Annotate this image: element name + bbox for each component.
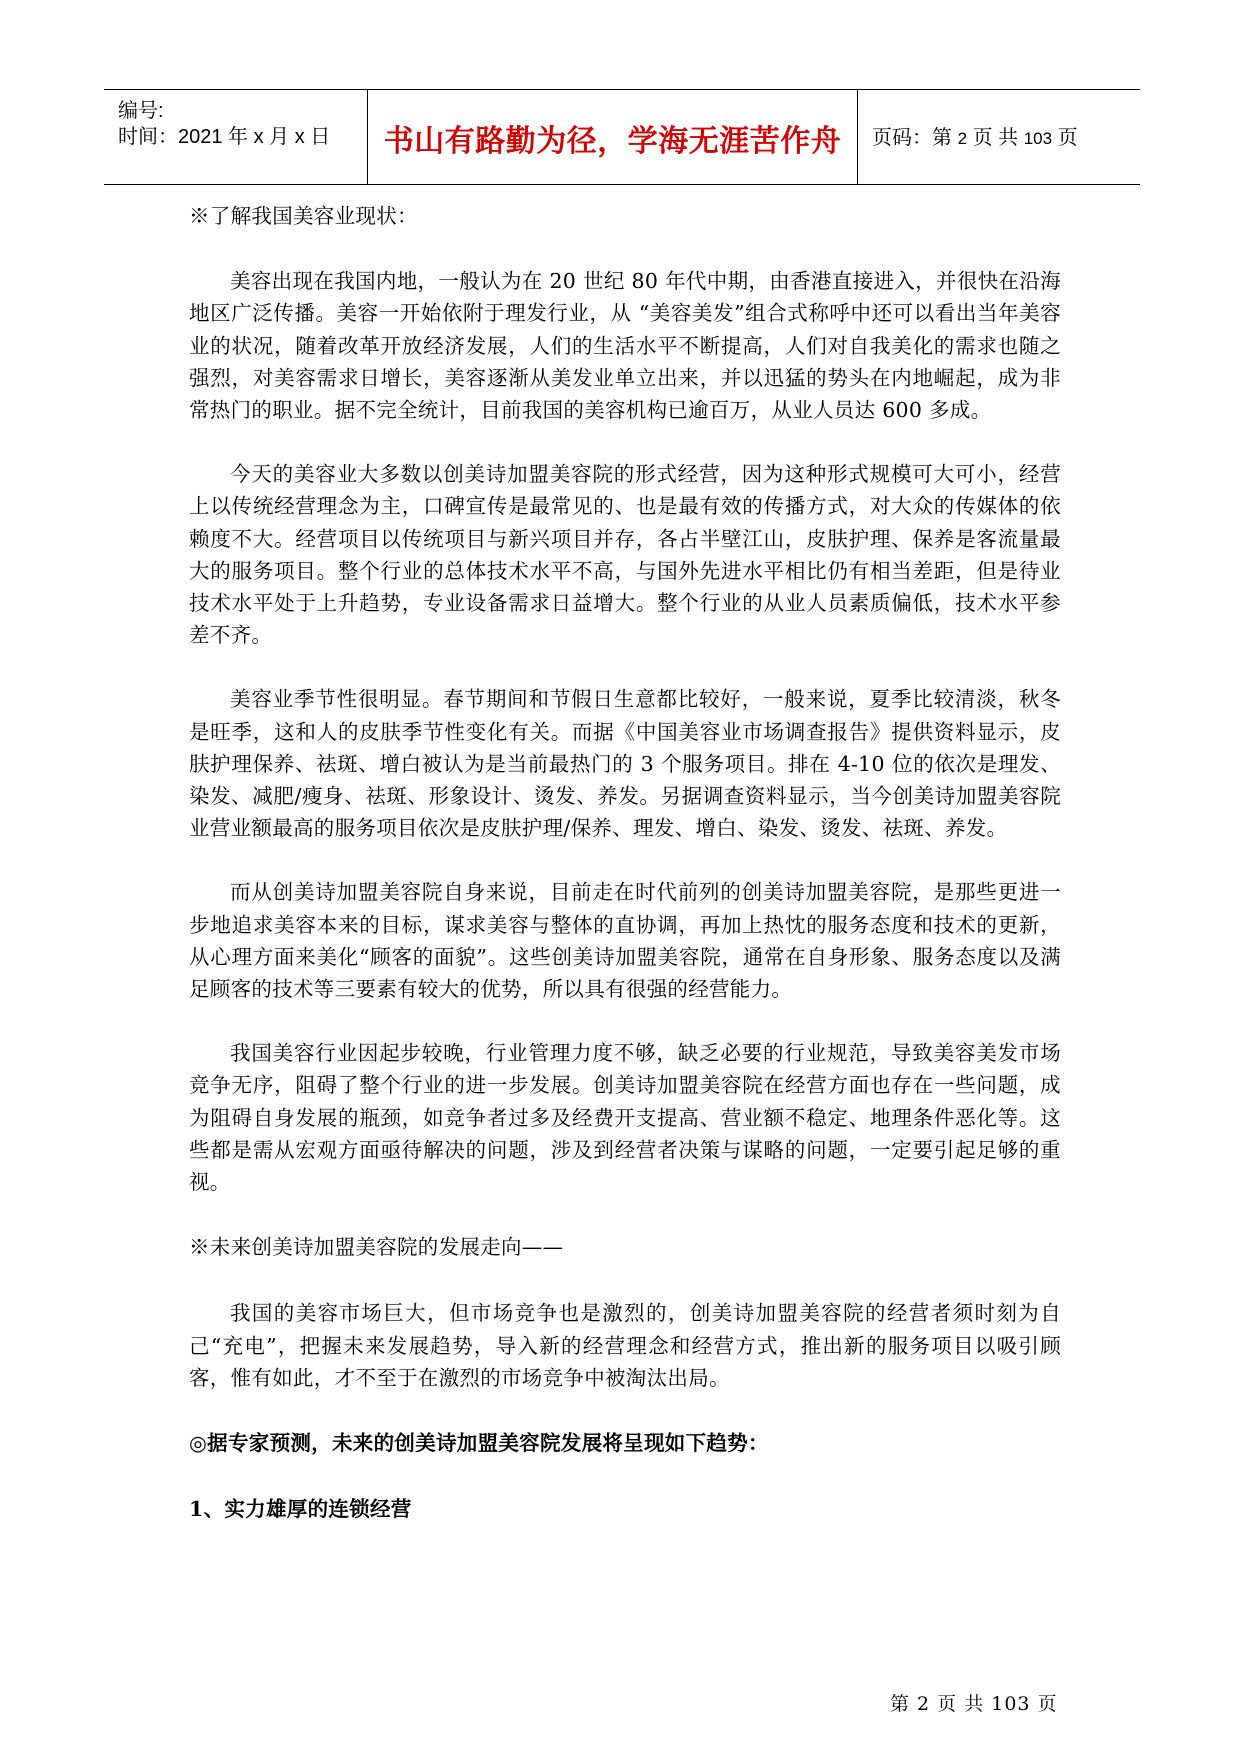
page-footer: 第 2 页 共 103 页 [890,1693,1058,1715]
page-mid: 页 共 [972,127,1019,149]
header-meta-cell [104,90,368,184]
list-item-1: 1、实力雄厚的连锁经营 [189,1497,412,1522]
header-page-number [872,121,1078,150]
paragraph-1: 美容出现在我国内地，一般认为在 20 世纪 80 年代中期，由香港直接进入，并很快在沿海地区广泛传播。美容一开始依附于理发行业，从 “美容美发”组合式称呼中还可以看出当年美容业的状况，随着改革开放经济发展，人们的生活水平不断提高，人们对自我美化的需求也随之强烈，对美容需求日增长，美容逐渐从美发业单立出来，并以迅猛的势头在内地崛起，成为非常热门的职业。据不完全统计，目前我国的美容机构已逾百万，从业人员达 600 多成。 [189,269,1061,423]
paragraph-2: 今天的美容业大多数以创美诗加盟美容院的形式经营，因为这种形式规模可大可小，经营上以传统经营理念为主，口碑宣传是最常见的、也是最有效的传播方式，对大众的传媒体的依赖度不大。经营项目以传统项目与新兴项目并存，各占半壁江山，皮肤护理、保养是客流量最大的服务项目。整个行业的总体技术水平不高，与国外先进水平相比仍有相当差距，但是待业技术水平处于上升趋势，专业设备需求日益增大。整个行业的从业人员素质偏低，技术水平参差不齐。 [189,462,1061,648]
paragraph-6: 我国的美容市场巨大，但市场竞争也是激烈的，创美诗加盟美容院的经营者须时刻为自己“充电”，把握未来发展趋势，导入新的经营理念和经营方式，推出新的服务项目以吸引顾客，惟有如此，才不至于在激烈的市场竞争中被淘汰出局。 [189,1301,1061,1390]
page-current: 2 [957,129,968,148]
paragraph-5: 我国美容行业因起步较晚，行业管理力度不够，缺乏必要的行业规范，导致美容美发市场竞争无序，阻碍了整个行业的进一步发展。创美诗加盟美容院在经营方面也存在一些问题，成为阻碍自身发展的瓶颈，如竞争者过多及经费开支提高、营业额不稳定、地理条件恶化等。这些都是需从宏观方面亟待解决的问题，涉及到经营者决策与谋略的问题，一定要引起足够的重视。 [189,1041,1061,1195]
document-body [189,200,1061,1526]
header-page-cell [858,90,1140,184]
page-suffix: 页 [1057,127,1078,149]
paragraph-4: 而从创美诗加盟美容院自身来说，目前走在时代前列的创美诗加盟美容院，是那些更进一步地追求美容本来的目标，谋求美容与整体的直协调，再加上热忱的服务态度和技术的更新，从心理方面来美化“顾客的面貌”。这些创美诗加盟美容院，通常在自身形象、服务态度以及满足顾客的技术等三要素有较大的优势，所以具有很强的经营能力。 [189,880,1061,1002]
header-motto-cell [368,90,858,184]
section-heading-trends: ◎据专家预测，未来的创美诗加盟美容院发展将呈现如下趋势： [189,1431,769,1456]
page-header [104,89,1140,185]
header-motto: 书山有路勤为径，学海无涯苦作舟 [383,124,842,159]
section-heading-future: ※未来创美诗加盟美容院的发展走向—— [189,1235,564,1260]
paragraph-3: 美容业季节性很明显。春节期间和节假日生意都比较好，一般来说，夏季比较清淡，秋冬是旺季，这和人的皮肤季节性变化有关。而据《中国美容业市场调查报告》提供资料显示，皮肤护理保养、祛斑、增白被认为是当前最热门的 3 个服务项目。排在 4-10 位的依次是理发、染发、减肥/瘦身、祛斑、形象设计、烫发、养发。另据调查资料显示，当今创美诗加盟美容院业营业额最高的服务项目依次是皮肤护理/保养、理发、增白、染发、烫发、祛斑、养发。 [189,687,1061,841]
section-heading-status: ※了解我国美容业现状： [189,204,418,228]
document-number-label: 编号: [118,100,164,122]
page-prefix: 页码：第 [872,127,952,149]
document-time: 时间：2021 年 x 月 x 日 [118,126,331,148]
page-total: 103 [1023,129,1053,148]
